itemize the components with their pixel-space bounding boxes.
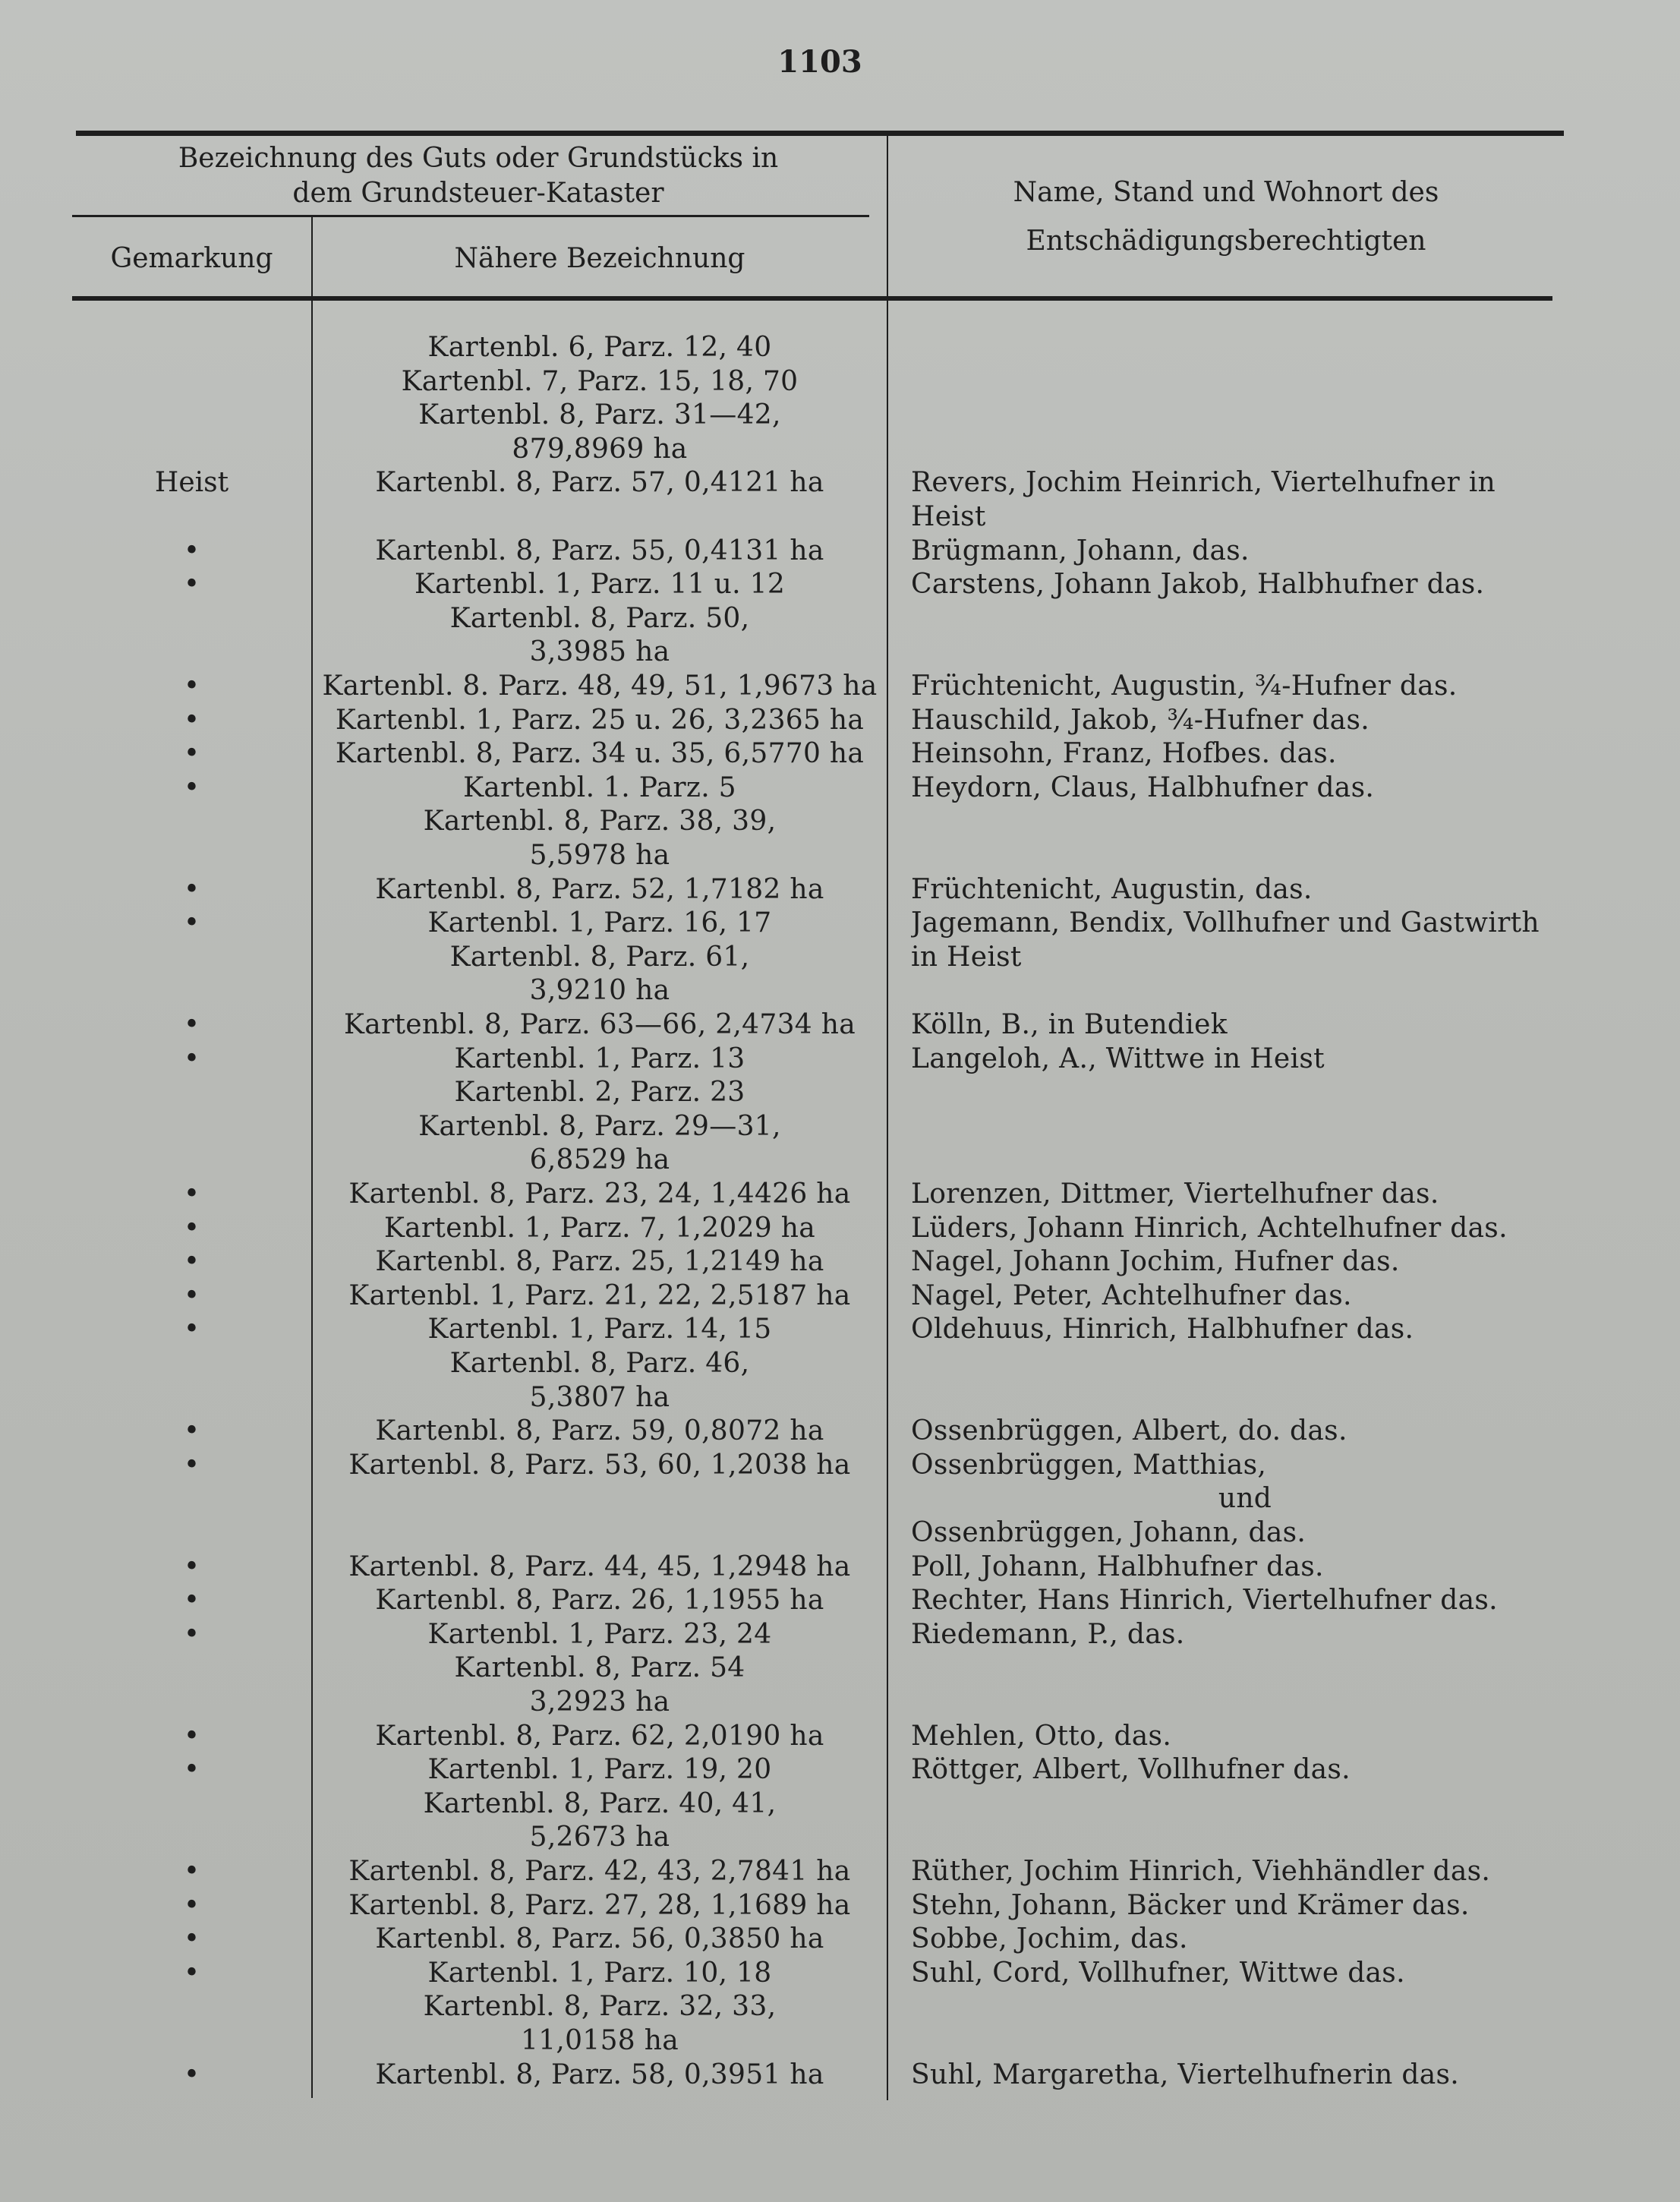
table-row	[0, 873, 1680, 907]
table-row	[0, 433, 1680, 466]
gemarkung-cell	[72, 1076, 311, 1109]
owner-cell: Heist	[911, 501, 986, 532]
table-row	[0, 1821, 1680, 1854]
gemarkung-cell	[72, 805, 311, 838]
gemarkung-cell	[72, 365, 311, 399]
table-row	[0, 1584, 1680, 1617]
owner-cell: Mehlen, Otto, das.	[911, 1721, 1172, 1752]
gemarkung-cell: •	[183, 1314, 200, 1345]
gemarkung-cell	[72, 433, 311, 466]
parcel-cell: Kartenbl. 8, Parz. 25, 1,2149 ha	[375, 1246, 824, 1277]
parcel-cell: Kartenbl. 8, Parz. 57, 0,4121 ha	[375, 467, 824, 498]
parcel-cell: Kartenbl. 1, Parz. 10, 18	[427, 1958, 772, 1989]
owner-cell	[911, 1144, 1579, 1177]
gemarkung-cell: •	[183, 1754, 200, 1785]
gemarkung-cell: •	[183, 1450, 200, 1481]
owner-cell	[911, 1686, 1579, 1719]
table-row	[0, 1381, 1680, 1415]
parcel-cell: Kartenbl. 8, Parz. 54	[454, 1652, 745, 1683]
parcel-cell: Kartenbl. 1, Parz. 16, 17	[427, 907, 772, 939]
parcel-cell	[315, 500, 884, 534]
owner-cell: Sobbe, Jochim, das.	[911, 1923, 1188, 1954]
parcel-cell: Kartenbl. 8, Parz. 55, 0,4131 ha	[375, 535, 824, 566]
table-row	[0, 1957, 1680, 1990]
header-group-title-line1: Bezeichnung des Guts oder Grundstücks in	[178, 143, 779, 174]
gemarkung-cell	[72, 1347, 311, 1380]
gemarkung-cell	[72, 1144, 311, 1177]
table-row	[0, 1449, 1680, 1482]
table-row	[0, 1347, 1680, 1380]
parcel-cell: Kartenbl. 8, Parz. 61,	[449, 942, 750, 973]
parcel-cell: 6,8529 ha	[529, 1144, 670, 1175]
table-row	[0, 602, 1680, 636]
gemarkung-cell: •	[183, 1043, 200, 1074]
owner-cell	[911, 1652, 1579, 1685]
owner-cell: Oldehuus, Hinrich, Halbhufner das.	[911, 1314, 1414, 1345]
owner-cell	[911, 1990, 1579, 2024]
owner-cell: Kölln, B., in Butendiek	[911, 1009, 1228, 1040]
table-row	[0, 1686, 1680, 1719]
owner-cell: Suhl, Margaretha, Viertelhufnerin das.	[911, 2059, 1460, 2090]
gemarkung-cell	[72, 399, 311, 432]
header-name-line1: Name, Stand und Wohnort des	[1013, 177, 1439, 208]
table-row	[0, 974, 1680, 1008]
table-row	[0, 1990, 1680, 2024]
table-row	[0, 500, 1680, 534]
table-row	[0, 1516, 1680, 1550]
parcel-cell: 879,8969 ha	[512, 434, 688, 465]
table-row	[0, 2058, 1680, 2092]
owner-cell	[911, 839, 1579, 872]
owner-cell: Carstens, Johann Jakob, Halbhufner das.	[911, 569, 1485, 600]
gemarkung-cell	[72, 602, 311, 636]
table-row	[0, 1110, 1680, 1144]
owner-cell	[911, 1787, 1579, 1821]
gemarkung-cell	[72, 1686, 311, 1719]
gemarkung-cell	[72, 2024, 311, 2058]
owner-cell	[911, 2024, 1579, 2058]
owner-cell: und	[1218, 1483, 1272, 1514]
owner-cell	[911, 1110, 1579, 1144]
parcel-cell: 5,3807 ha	[529, 1382, 670, 1413]
parcel-cell: Kartenbl. 2, Parz. 23	[454, 1077, 745, 1108]
table-row	[0, 704, 1680, 737]
owner-cell: Lüders, Johann Hinrich, Achtelhufner das.	[911, 1213, 1508, 1244]
parcel-cell: Kartenbl. 1, Parz. 11 u. 12	[414, 569, 786, 600]
table-row	[0, 941, 1680, 974]
parcel-cell: Kartenbl. 8, Parz. 53, 60, 1,2038 ha	[348, 1450, 851, 1481]
parcel-cell: Kartenbl. 1, Parz. 23, 24	[427, 1619, 772, 1650]
gemarkung-cell: •	[183, 1415, 200, 1446]
gemarkung-cell: •	[183, 1213, 200, 1244]
table-row	[0, 636, 1680, 669]
gemarkung-cell: Heist	[154, 467, 229, 498]
owner-cell: Ossenbrüggen, Johann, das.	[911, 1517, 1306, 1548]
parcel-cell: Kartenbl. 8, Parz. 63—66, 2,4734 ha	[344, 1009, 856, 1040]
owner-cell: Nagel, Peter, Achtelhufner das.	[911, 1280, 1352, 1311]
parcel-cell: Kartenbl. 7, Parz. 15, 18, 70	[401, 366, 799, 397]
owner-cell: Lorenzen, Dittmer, Viertelhufner das.	[911, 1178, 1439, 1210]
owner-cell: Früchtenicht, Augustin, ¾-Hufner das.	[911, 670, 1458, 702]
parcel-cell: Kartenbl. 8, Parz. 46,	[449, 1348, 750, 1379]
table-row	[0, 535, 1680, 568]
parcel-cell: Kartenbl. 8, Parz. 29—31,	[418, 1111, 781, 1142]
owner-cell: Ossenbrüggen, Albert, do. das.	[911, 1415, 1347, 1446]
table-row	[0, 331, 1680, 364]
parcel-cell	[315, 1482, 884, 1516]
parcel-cell: Kartenbl. 8, Parz. 40, 41,	[423, 1788, 777, 1819]
gemarkung-cell	[72, 1516, 311, 1550]
parcel-cell: Kartenbl. 8, Parz. 38, 39,	[423, 806, 777, 837]
header-naehere-bezeichnung: Nähere Bezeichnung	[454, 243, 745, 274]
table-row	[0, 1245, 1680, 1279]
table-row	[0, 2024, 1680, 2058]
parcel-cell: Kartenbl. 8, Parz. 44, 45, 1,2948 ha	[348, 1551, 851, 1582]
gemarkung-cell	[72, 636, 311, 669]
gemarkung-cell	[72, 974, 311, 1008]
parcel-cell: Kartenbl. 8, Parz. 59, 0,8072 ha	[375, 1415, 824, 1446]
parcel-cell: Kartenbl. 1, Parz. 14, 15	[427, 1314, 772, 1345]
table-row	[0, 466, 1680, 500]
table-row	[0, 1652, 1680, 1685]
parcel-cell: Kartenbl. 8, Parz. 26, 1,1955 ha	[375, 1585, 824, 1616]
owner-cell	[911, 433, 1579, 466]
table-row	[0, 907, 1680, 940]
gemarkung-cell: •	[183, 738, 200, 769]
gemarkung-cell	[72, 1990, 311, 2024]
table-row	[0, 670, 1680, 703]
table-row	[0, 839, 1680, 872]
parcel-cell: Kartenbl. 8, Parz. 23, 24, 1,4426 ha	[348, 1178, 851, 1210]
gemarkung-cell	[72, 1110, 311, 1144]
page-number: 1103	[777, 44, 862, 80]
parcel-cell: Kartenbl. 1, Parz. 7, 1,2029 ha	[383, 1213, 816, 1244]
header-group-title-line2: dem Grundsteuer-Kataster	[292, 178, 664, 209]
table-row	[0, 1551, 1680, 1584]
parcel-cell: Kartenbl. 1, Parz. 21, 22, 2,5187 ha	[348, 1280, 851, 1311]
parcel-cell: Kartenbl. 6, Parz. 12, 40	[427, 332, 772, 363]
gemarkung-cell: •	[183, 569, 200, 600]
table-row	[0, 1212, 1680, 1245]
gemarkung-cell	[72, 1652, 311, 1685]
table-row	[0, 1482, 1680, 1516]
gemarkung-cell	[72, 331, 311, 364]
parcel-cell: 5,2673 ha	[529, 1822, 670, 1853]
table-row	[0, 365, 1680, 399]
gemarkung-cell: •	[183, 1246, 200, 1277]
owner-cell	[911, 1076, 1579, 1109]
table-row	[0, 1313, 1680, 1346]
owner-cell: Stehn, Johann, Bäcker und Krämer das.	[911, 1890, 1470, 1921]
parcel-cell: 3,9210 ha	[529, 975, 670, 1006]
table-row	[0, 771, 1680, 805]
table-row	[0, 1618, 1680, 1652]
owner-cell	[911, 365, 1579, 399]
owner-cell	[911, 1821, 1579, 1854]
owner-cell	[911, 331, 1579, 364]
gemarkung-cell: •	[183, 1856, 200, 1887]
parcel-cell: 5,5978 ha	[529, 840, 670, 871]
gemarkung-cell: •	[183, 705, 200, 736]
gemarkung-cell	[72, 1482, 311, 1516]
gemarkung-cell	[72, 839, 311, 872]
table-row	[0, 1415, 1680, 1448]
owner-cell	[911, 602, 1579, 636]
gemarkung-cell: •	[183, 1551, 200, 1582]
parcel-cell: Kartenbl. 8, Parz. 31—42,	[418, 399, 781, 431]
table-row	[0, 1043, 1680, 1076]
parcel-cell: Kartenbl. 8, Parz. 42, 43, 2,7841 ha	[348, 1856, 851, 1887]
owner-cell: Früchtenicht, Augustin, das.	[911, 874, 1313, 905]
parcel-cell	[315, 1516, 884, 1550]
owner-cell	[911, 1381, 1579, 1415]
owner-cell	[911, 1347, 1579, 1380]
owner-cell	[911, 974, 1579, 1008]
table-row	[0, 1144, 1680, 1177]
gemarkung-cell	[72, 1381, 311, 1415]
parcel-cell: Kartenbl. 1, Parz. 25 u. 26, 3,2365 ha	[335, 705, 865, 736]
table-row	[0, 805, 1680, 838]
owner-cell	[911, 636, 1579, 669]
table-row	[0, 1720, 1680, 1753]
gemarkung-cell	[72, 500, 311, 534]
gemarkung-cell: •	[183, 874, 200, 905]
parcel-cell: Kartenbl. 8, Parz. 62, 2,0190 ha	[375, 1721, 824, 1752]
parcel-cell: Kartenbl. 8, Parz. 50,	[449, 603, 750, 634]
owner-cell: Revers, Jochim Heinrich, Viertelhufner in	[911, 467, 1496, 498]
table-row	[0, 1753, 1680, 1787]
gemarkung-cell	[72, 941, 311, 974]
gemarkung-cell: •	[183, 1585, 200, 1616]
parcel-cell: Kartenbl. 1, Parz. 19, 20	[427, 1754, 772, 1785]
gemarkung-cell: •	[183, 2059, 200, 2090]
owner-cell: Rüther, Jochim Hinrich, Viehhändler das.	[911, 1856, 1491, 1887]
header-bottom-rule	[72, 296, 1552, 301]
table-row	[0, 1855, 1680, 1888]
owner-cell: Rechter, Hans Hinrich, Viertelhufner das.	[911, 1585, 1498, 1616]
table-row	[0, 737, 1680, 771]
owner-cell: Brügmann, Johann, das.	[911, 535, 1250, 566]
owner-cell: in Heist	[911, 942, 1022, 973]
gemarkung-cell: •	[183, 1721, 200, 1752]
table-row	[0, 399, 1680, 432]
gemarkung-cell: •	[183, 1178, 200, 1210]
parcel-cell: Kartenbl. 8, Parz. 32, 33,	[423, 1991, 777, 2022]
owner-cell: Röttger, Albert, Vollhufner das.	[911, 1754, 1351, 1785]
gemarkung-cell: •	[183, 1280, 200, 1311]
parcel-cell: Kartenbl. 1. Parz. 5	[463, 772, 736, 803]
parcel-cell: Kartenbl. 8, Parz. 27, 28, 1,1689 ha	[348, 1890, 851, 1921]
subheader-rule	[72, 215, 869, 217]
table-row	[0, 1279, 1680, 1313]
owner-cell: Ossenbrüggen, Matthias,	[911, 1450, 1267, 1481]
parcel-cell: Kartenbl. 8. Parz. 48, 49, 51, 1,9673 ha	[322, 670, 878, 702]
parcel-cell: Kartenbl. 8, Parz. 56, 0,3850 ha	[375, 1923, 824, 1954]
gemarkung-cell: •	[183, 907, 200, 939]
header-name-line2: Entschädigungsberechtigten	[1026, 226, 1426, 257]
owner-cell: Poll, Johann, Halbhufner das.	[911, 1551, 1324, 1582]
owner-cell	[911, 399, 1579, 432]
gemarkung-cell: •	[183, 670, 200, 702]
gemarkung-cell: •	[183, 1923, 200, 1954]
owner-cell: Hauschild, Jakob, ¾-Hufner das.	[911, 705, 1370, 736]
table-row	[0, 1178, 1680, 1211]
owner-cell: Jagemann, Bendix, Vollhufner und Gastwirth	[911, 907, 1540, 939]
gemarkung-cell: •	[183, 772, 200, 803]
parcel-cell: 11,0158 ha	[521, 2025, 679, 2056]
table-row	[0, 1923, 1680, 1956]
gemarkung-cell	[72, 1821, 311, 1854]
parcel-cell: Kartenbl. 8, Parz. 58, 0,3951 ha	[375, 2059, 824, 2090]
parcel-cell: 3,2923 ha	[529, 1686, 670, 1718]
owner-cell: Heydorn, Claus, Halbhufner das.	[911, 772, 1375, 803]
header-name-stand-wohnort	[892, 169, 1560, 266]
gemarkung-cell	[72, 1787, 311, 1821]
header-group-title	[76, 141, 881, 211]
gemarkung-cell: •	[183, 1619, 200, 1650]
owner-cell	[911, 805, 1579, 838]
owner-cell: Suhl, Cord, Vollhufner, Wittwe das.	[911, 1958, 1405, 1989]
table-row	[0, 1008, 1680, 1042]
header-gemarkung: Gemarkung	[110, 243, 273, 274]
gemarkung-cell: •	[183, 535, 200, 566]
table-row	[0, 1787, 1680, 1821]
top-rule	[76, 131, 1564, 136]
parcel-cell: 3,3985 ha	[529, 636, 670, 667]
owner-cell: Heinsohn, Franz, Hofbes. das.	[911, 738, 1337, 769]
parcel-cell: Kartenbl. 1, Parz. 13	[454, 1043, 745, 1074]
gemarkung-cell: •	[183, 1958, 200, 1989]
owner-cell: Riedemann, P., das.	[911, 1619, 1185, 1650]
gemarkung-cell: •	[183, 1890, 200, 1921]
gemarkung-cell: •	[183, 1009, 200, 1040]
owner-cell: Langeloh, A., Wittwe in Heist	[911, 1043, 1325, 1074]
parcel-cell: Kartenbl. 8, Parz. 34 u. 35, 6,5770 ha	[335, 738, 865, 769]
parcel-cell: Kartenbl. 8, Parz. 52, 1,7182 ha	[375, 874, 824, 905]
table-row	[0, 1076, 1680, 1109]
table-row	[0, 1889, 1680, 1923]
table-row	[0, 568, 1680, 601]
owner-cell: Nagel, Johann Jochim, Hufner das.	[911, 1246, 1400, 1277]
